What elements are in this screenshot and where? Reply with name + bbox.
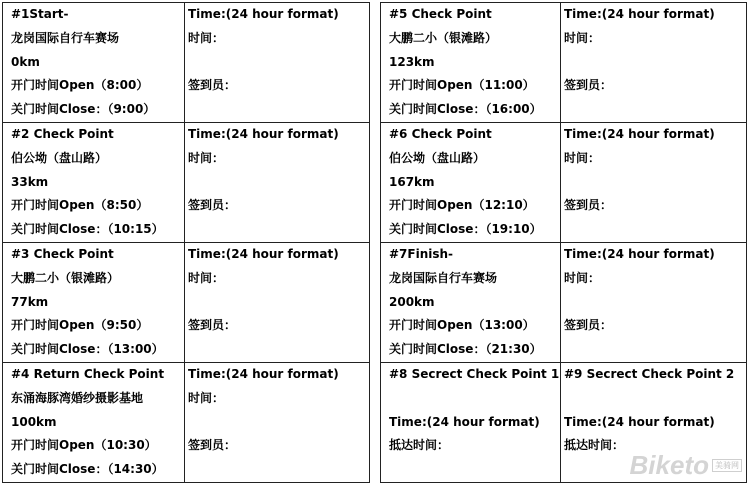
arrival-time-label: 抵达时间： — [564, 438, 625, 453]
open-time: 开门时间Open（8:00） — [11, 78, 149, 93]
time-cn-label: 时间： — [564, 150, 601, 165]
signer-label: 签到员： — [188, 318, 237, 333]
time-format-label: Time:(24 hour format) — [564, 7, 715, 21]
signer-label: 签到员： — [188, 438, 237, 453]
checkpoint-info-cell — [3, 3, 185, 123]
time-cn-label: 时间： — [188, 150, 225, 165]
checkpoint-title: #1Start- — [11, 7, 69, 21]
open-time: 开门时间Open（12:10） — [389, 198, 535, 213]
checkpoint-title: #4 Return Check Point — [11, 366, 165, 381]
time-format-label: Time:(24 hour format) — [188, 7, 339, 21]
time-cn-label: 时间： — [188, 30, 225, 45]
time-format-label: Time:(24 hour format) — [389, 414, 540, 429]
checkpoint-info-cell — [3, 122, 185, 242]
checkpoint-title: #7Finish- — [389, 246, 454, 261]
open-time: 开门时间Open（11:00） — [389, 78, 535, 93]
card-row — [3, 3, 370, 123]
card-row — [381, 122, 747, 242]
open-time: 开门时间Open（9:50） — [11, 318, 149, 333]
secret-checkpoint-cell — [381, 362, 561, 482]
checkpoint-location: 伯公坳（盘山路） — [11, 150, 108, 165]
close-time: 关门时间Close：（9:00） — [11, 102, 156, 117]
checkpoint-info-cell — [381, 3, 561, 123]
time-record-cell — [561, 242, 747, 362]
checkpoint-title: #6 Check Point — [389, 126, 492, 141]
signer-label: 签到员： — [564, 198, 613, 213]
checkpoint-distance: 123km — [389, 54, 435, 69]
time-record-cell — [185, 362, 370, 482]
time-format-label: Time:(24 hour format) — [564, 246, 715, 261]
card-row — [381, 3, 747, 123]
time-record-cell — [185, 242, 370, 362]
signer-label: 签到员： — [564, 78, 613, 93]
time-cn-label: 时间： — [564, 30, 601, 45]
time-format-label: Time:(24 hour format) — [564, 126, 715, 141]
signer-label: 签到员： — [188, 78, 237, 93]
open-time: 开门时间Open（10:30） — [11, 438, 157, 453]
checkpoint-info-cell — [3, 362, 185, 482]
signer-label: 签到员： — [564, 318, 613, 333]
watermark-text: Biketo — [629, 450, 709, 480]
card-row — [3, 362, 370, 482]
checkpoint-location: 大鹏二小（银滩路） — [389, 30, 498, 45]
checkpoint-location: 伯公坳（盘山路） — [389, 150, 486, 165]
open-time: 开门时间Open（13:00） — [389, 318, 535, 333]
checkpoint-location: 龙岗国际自行车赛场 — [389, 270, 498, 285]
checkpoint-title: #8 Secrect Check Point 1 — [389, 366, 560, 381]
time-record-cell — [561, 3, 747, 123]
time-format-label: Time:(24 hour format) — [188, 366, 339, 381]
card-row — [3, 242, 370, 362]
checkpoint-location: 东涌海豚湾婚纱摄影基地 — [11, 390, 144, 405]
checkpoint-title: #5 Check Point — [389, 7, 492, 21]
checkpoint-info-cell — [3, 242, 185, 362]
time-cn-label: 时间： — [564, 270, 601, 285]
checkpoint-info-cell — [381, 122, 561, 242]
checkpoint-distance: 33km — [11, 174, 49, 189]
card-row — [3, 122, 370, 242]
close-time: 关门时间Close：（21:30） — [389, 342, 542, 357]
signer-label: 签到员： — [188, 198, 237, 213]
time-record-cell — [185, 122, 370, 242]
checkpoint-distance: 100km — [11, 414, 57, 429]
checkpoint-distance: 0km — [11, 54, 40, 69]
close-time: 关门时间Close：（13:00） — [11, 342, 164, 357]
biketo-watermark — [630, 450, 742, 481]
checkpoint-distance: 200km — [389, 294, 435, 309]
close-time: 关门时间Close：（16:00） — [389, 102, 542, 117]
close-time: 关门时间Close：（14:30） — [11, 462, 164, 477]
open-time: 开门时间Open（8:50） — [11, 198, 149, 213]
time-format-label: Time:(24 hour format) — [564, 414, 715, 429]
time-cn-label: 时间： — [188, 390, 225, 405]
checkpoint-location: 龙岗国际自行车赛场 — [11, 30, 120, 45]
checkpoint-title: #9 Secrect Check Point 2 — [564, 366, 735, 381]
checkpoint-location: 大鹏二小（银滩路） — [11, 270, 120, 285]
time-format-label: Time:(24 hour format) — [188, 126, 339, 141]
time-format-label: Time:(24 hour format) — [188, 246, 339, 261]
card-row — [381, 242, 747, 362]
checkpoint-title: #2 Check Point — [11, 126, 114, 141]
checkpoint-distance: 77km — [11, 294, 49, 309]
close-time: 关门时间Close：（19:10） — [389, 222, 542, 237]
watermark-badge: 美骑网 — [712, 459, 742, 472]
time-record-cell — [185, 3, 370, 123]
time-record-cell — [561, 122, 747, 242]
checkpoint-info-cell — [381, 242, 561, 362]
checkpoint-distance: 167km — [389, 174, 435, 189]
right-checkpoint-panel — [380, 2, 747, 483]
left-checkpoint-panel — [2, 2, 370, 483]
checkpoint-title: #3 Check Point — [11, 246, 114, 261]
time-cn-label: 时间： — [188, 270, 225, 285]
arrival-time-label: 抵达时间： — [389, 438, 450, 453]
close-time: 关门时间Close：（10:15） — [11, 222, 164, 237]
